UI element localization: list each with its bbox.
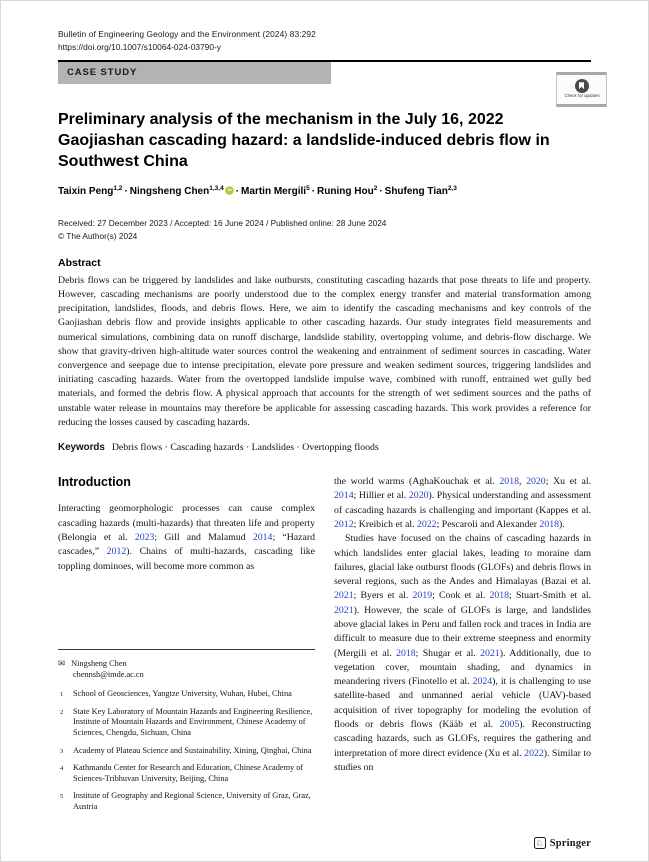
intro-paragraph — [58, 502, 315, 573]
citation-link[interactable]: 2014 — [252, 531, 273, 543]
author-separator: · — [311, 185, 316, 197]
paragraph-text: ; Cook et al. — [432, 590, 490, 602]
paragraph-text: ). Additionally, due to vegetation cover, mountain shading, and dynamics in meandering rivers (Finotello et al. — [334, 647, 591, 688]
affiliation-text: School of Geosciences, Yangtze University, Wuhan, Hubei, China — [73, 689, 292, 699]
check-for-updates-icon — [575, 79, 589, 93]
affiliation-text: State Key Laboratory of Mountain Hazards and Engineering Resilience, Institute of Mountain Hazards and Environment, Chinese Academy of Sciences, Chengdu, Sichuan, China — [73, 706, 313, 738]
envelope-icon: ✉ — [58, 658, 66, 669]
article-type-banner-row — [58, 60, 600, 99]
keywords-row — [58, 442, 591, 453]
left-column — [58, 475, 315, 819]
authors-line — [58, 185, 591, 197]
paragraph-text: ). Chains of multi-hazards, cascading like toppling dominoes, will become more common as — [58, 546, 315, 572]
paragraph-text: ; “Hazard cascades,” — [58, 531, 315, 558]
citation-link[interactable]: 2021 — [480, 647, 500, 659]
body-paragraph — [334, 532, 591, 775]
paper-title: Preliminary analysis of the mechanism in the July 16, 2022 Gaojiashan cascading hazard: a landslide-induced debris flow in Southwest China — [58, 110, 550, 170]
author-affiliation-sup: 1,3,4 — [209, 184, 224, 192]
paragraph-text: , — [518, 476, 527, 488]
author-affiliation-sup: 1,2 — [113, 184, 123, 192]
body-paragraph — [334, 475, 591, 532]
citation-link[interactable]: 2018 — [489, 590, 510, 602]
keywords-list: Debris flows · Cascading hazards · Landslides · Overtopping floods — [111, 442, 379, 454]
article-type-banner — [58, 62, 331, 84]
affiliation-number: 3 — [60, 747, 64, 755]
abstract-heading: Abstract — [58, 256, 101, 269]
affiliation-number: 1 — [60, 691, 64, 699]
citation-link[interactable]: 2012 — [334, 518, 354, 530]
footnote-divider — [58, 649, 315, 650]
article-type-label: CASE STUDY — [67, 67, 138, 79]
abstract-text: Debris flows can be triggered by landslides and lake outbursts, constituting cascading hazards that pose threats to life and property. However, cascading mechanisms are poorly understood due to the complex energy transfer and material transformation among precipitation, landslides, floods, and debris flows. Here, we aim to identify the cascading mechanisms and key controls of the Gaojiashan debris flow and provide insights applicable to other cascading hazards. Our study integrates field measurements and numerical simulations, combining data on runoff discharge, landslide stability, overtopping volume, and debris-flow discharge. We show that gravity-driven high-altitude water sources control the weakening and entrainment of sediment sources in cascading. Water convergence and seepage due to intense precipitation, elevate pore pressure and weaken sediment sources, triggering landslides and initiating cascading hazards. Water from the overtopped landslide impulse wave, combined with runoff, entrained wet gully bed materials, and formed the debris flow. A physical approach that accounts for the strength of wet sediment sources and the paths of unstable water release in mountains may therefore be applicable for assessing cascading hazards. This work provides a reference for reducing the losses caused by cascading hazards. — [58, 274, 591, 428]
footnote-block — [58, 649, 315, 819]
citation-link[interactable]: 2014 — [334, 490, 354, 502]
author-separator: · — [124, 185, 128, 197]
citation-link[interactable]: 2012 — [106, 546, 127, 558]
author-name[interactable]: Martin Mergili — [241, 185, 307, 197]
affiliation-item — [58, 707, 315, 739]
publisher-footer — [534, 837, 591, 849]
publisher-name: Springer — [549, 837, 591, 849]
author-name[interactable]: Ningsheng Chen — [129, 185, 210, 197]
citation-link[interactable]: 2018 — [539, 518, 560, 530]
paragraph-text: ; Byers et al. — [353, 590, 413, 602]
doi-link[interactable]: https://doi.org/10.1007/s10064-024-03790-y — [58, 42, 221, 52]
citation-link[interactable]: 2020 — [408, 490, 429, 502]
citation-link[interactable]: 2020 — [526, 476, 546, 488]
two-column-body — [58, 475, 591, 819]
journal-citation-line: Bulletin of Engineering Geology and the Environment (2024) 83:292 — [58, 29, 316, 39]
paragraph-text: ). Similar to studies on — [334, 747, 591, 773]
paragraph-text: ; Hillier et al. — [353, 490, 409, 502]
affiliation-item — [58, 763, 315, 785]
citation-link[interactable]: 2022 — [524, 747, 544, 759]
author-separator: · — [379, 185, 383, 197]
paragraph-text: ), it is challenging to use satellite-based and unmanned aerial vehicle (UAV)-based acquisition of river topography for modeling the evolution of floods or debris flows (Kääb et al. — [334, 676, 591, 731]
affiliations-list — [58, 689, 315, 812]
paragraph-text: Interacting geomorphologic processes can cause complex cascading hazards (multi-hazards) that threaten life and property (Belongia et al. — [58, 503, 315, 543]
right-column — [334, 475, 591, 819]
affiliation-number: 2 — [60, 708, 64, 716]
paragraph-text: Studies have focused on the chains of cascading hazards in which landslides enter glacial lakes, leading to moraine dam failures, glacial lake outburst floods (GLOFs) and debris flows in several regions, such as the Andes and Himalayas (Bazai et al. — [334, 533, 591, 588]
introduction-heading: Introduction — [58, 475, 131, 490]
author-name[interactable]: Taixin Peng — [58, 185, 114, 197]
affiliation-number: 5 — [60, 792, 64, 800]
author-name[interactable]: Shufeng Tian — [384, 185, 448, 197]
keywords-label: Keywords — [58, 442, 105, 454]
check-for-updates-label: Check for updates — [563, 93, 600, 99]
check-for-updates-badge[interactable] — [556, 72, 607, 107]
affiliation-number: 4 — [60, 764, 64, 772]
author-name[interactable]: Runing Hou — [317, 185, 374, 197]
citation-link[interactable]: 2023 — [134, 531, 155, 543]
paragraph-text: ). However, the scale of GLOFs is large, and landslides above glacial lakes in Peru and fallen rock and traces in India are difficult to measure due to their extreme steepness and enormity (Mergili et al. — [334, 604, 591, 659]
affiliation-item — [58, 746, 315, 757]
paragraph-text: ; Xu et al. — [545, 476, 591, 488]
paragraph-text: ; Kreibich et al. — [353, 518, 417, 530]
paragraph-text: the world warms (AghaKouchak et al. — [334, 476, 500, 488]
citation-link[interactable]: 2021 — [334, 590, 354, 602]
citation-link[interactable]: 2018 — [499, 476, 519, 488]
affiliation-text: Institute of Geography and Regional Science, University of Graz, Graz, Austria — [73, 790, 311, 811]
affiliation-text: Kathmandu Center for Research and Education, Chinese Academy of Sciences-Tribhuvan University, Beijing, China — [73, 762, 304, 783]
correspondence-email[interactable]: chennsh@imde.ac.cn — [73, 670, 144, 680]
correspondence-block — [58, 658, 315, 669]
author-affiliation-sup: 2,3 — [447, 184, 457, 192]
affiliation-text: Academy of Plateau Science and Sustainability, Xining, Qinghai, China — [73, 745, 312, 755]
paragraph-text: ; Gill and Malamud — [154, 531, 253, 543]
citation-link[interactable]: 2018 — [396, 647, 416, 659]
citation-link[interactable]: 2022 — [416, 518, 437, 530]
affiliation-item — [58, 791, 315, 813]
paragraph-text: ). Physical understanding and assessment of cascading hazards is challenging and important (Kappes et al. — [334, 490, 591, 516]
citation-link[interactable]: 2024 — [472, 676, 493, 688]
orcid-icon[interactable]: iD — [225, 186, 234, 195]
dates-line: Received: 27 December 2023 / Accepted: 16 June 2024 / Published online: 28 June 2024 — [58, 217, 387, 228]
paragraph-text: ; Shugar et al. — [415, 647, 481, 659]
citation-link[interactable]: 2021 — [334, 604, 354, 616]
paragraph-text: ). Reconstructing cascading hazards, such as GLOFs, requires the gathering and interpretation of more direct evidence (Xu et al. — [334, 719, 591, 759]
author-affiliation-sup: 2 — [373, 184, 378, 192]
paragraph-text: ; Pescaroli and Alexander — [436, 518, 540, 530]
author-separator: · — [235, 185, 240, 197]
citation-link[interactable]: 2005 — [499, 719, 520, 731]
copyright-line: © The Author(s) 2024 — [58, 230, 138, 241]
author-affiliation-sup: 5 — [306, 184, 310, 192]
paragraph-text: ; Stuart-Smith et al. — [509, 590, 591, 602]
correspondence-name: Ningsheng Chen — [71, 659, 127, 669]
affiliation-item — [58, 689, 315, 700]
springer-logo-icon: ♘ — [535, 838, 544, 848]
paragraph-text: ). — [559, 518, 565, 530]
citation-link[interactable]: 2019 — [412, 590, 433, 602]
